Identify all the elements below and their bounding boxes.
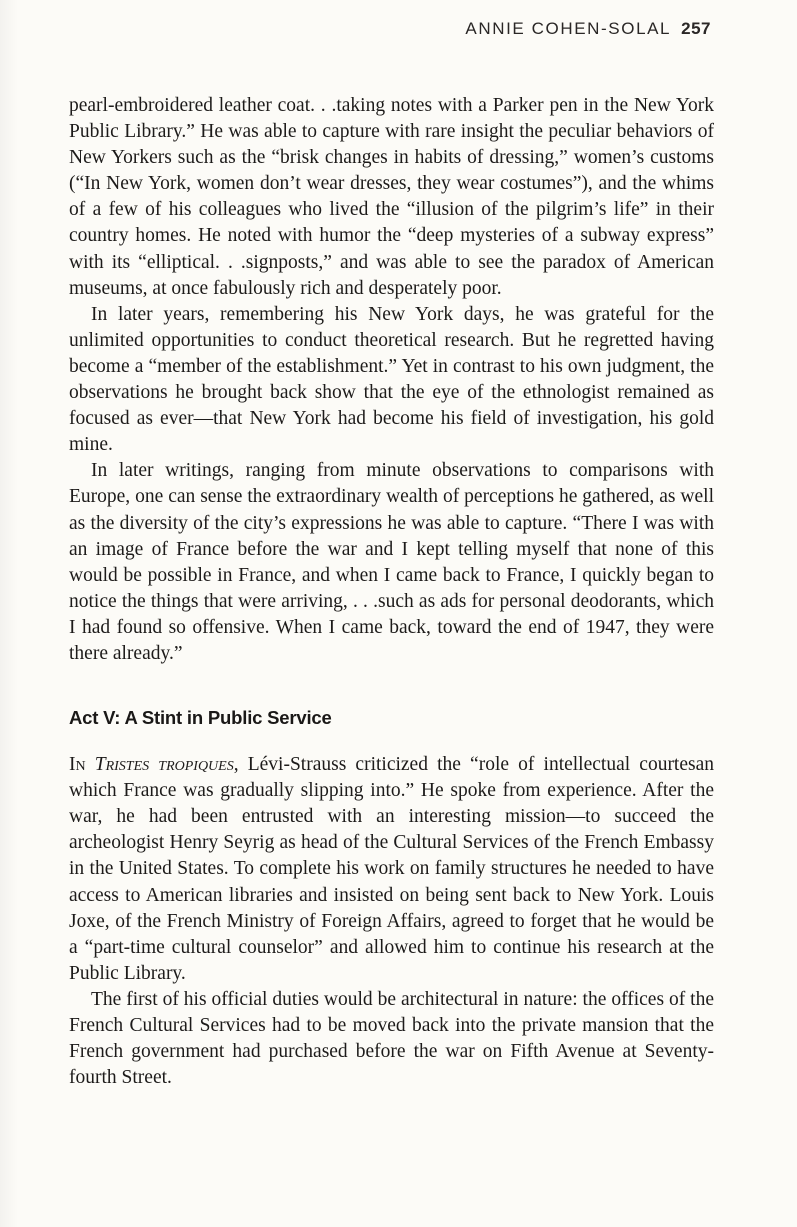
paragraph-text: , Lévi-Strauss criticized the “role of intellectual courtesan which France was gradually slipping into.” He spoke from experience. After the war, he had been entrusted with an interesting mission—to succeed the archeologist Henry Seyrig as head of the Cultural Services of the French Embassy in the United States. To complete his work on family structures he needed to have access to American libraries and insisted on being sent back to New York. Louis Joxe, of the French Ministry of Foreign Affairs, agreed to forget that he would be a “part-time cultural counselor” and allowed him to continue his research at the Public Library. [69, 754, 714, 984]
body-paragraph: pearl-embroidered leather coat. . .taking notes with a Parker pen in the New York Public Library.” He was able to capture with rare insight the peculiar behaviors of New Yorkers such as the “brisk changes in habits of dressing,” women’s customs (“In New York, women don’t wear dresses, they wear costumes”), and the whims of a few of his colleagues who lived the “illusion of the pilgrim’s life” in their country homes. He noted with humor the “deep mysteries of a subway express” with its “elliptical. . .signposts,” and was able to see the paradox of American museums, at once fabulously rich and desperately poor. [69, 95, 714, 299]
book-title: Tristes tropiques [94, 754, 234, 776]
page-number: 257 [681, 19, 711, 38]
body-paragraph: The first of his official duties would be architectural in nature: the offices of the French Cultural Services had to be moved back into the private mansion that the French government had purchased before the war on Fifth Avenue at Seventy-fourth Street. [69, 988, 714, 1089]
running-head [465, 19, 711, 39]
body-paragraph: In later writings, ranging from minute observations to comparisons with Europe, one can sense the extraordinary wealth of perceptions he gathered, as well as the diversity of the city’s expressions he was able to capture. “There I was with an image of France before the war and I kept telling myself that none of this would be possible in France, and when I came back to France, I quickly began to notice the things that were arriving, . . .such as ads for personal deodorants, which I had found so offensive. When I came back, toward the end of 1947, they were there already.” [69, 460, 714, 664]
lead-in-word: In [69, 754, 86, 776]
running-head-author: ANNIE COHEN-SOLAL [465, 19, 672, 38]
section-first-paragraph [69, 752, 714, 987]
page-body [69, 93, 714, 1091]
body-paragraph: In later years, remembering his New York days, he was grateful for the unlimited opportunities to conduct theoretical research. But he regretted having become a “member of the establishment.” Yet in contrast to his own judgment, the observations he brought back show that the eye of the ethnologist remained as focused as ever—that New York had become his field of investigation, his gold mine. [69, 303, 714, 456]
section-heading: Act V: A Stint in Public Service [69, 707, 332, 729]
